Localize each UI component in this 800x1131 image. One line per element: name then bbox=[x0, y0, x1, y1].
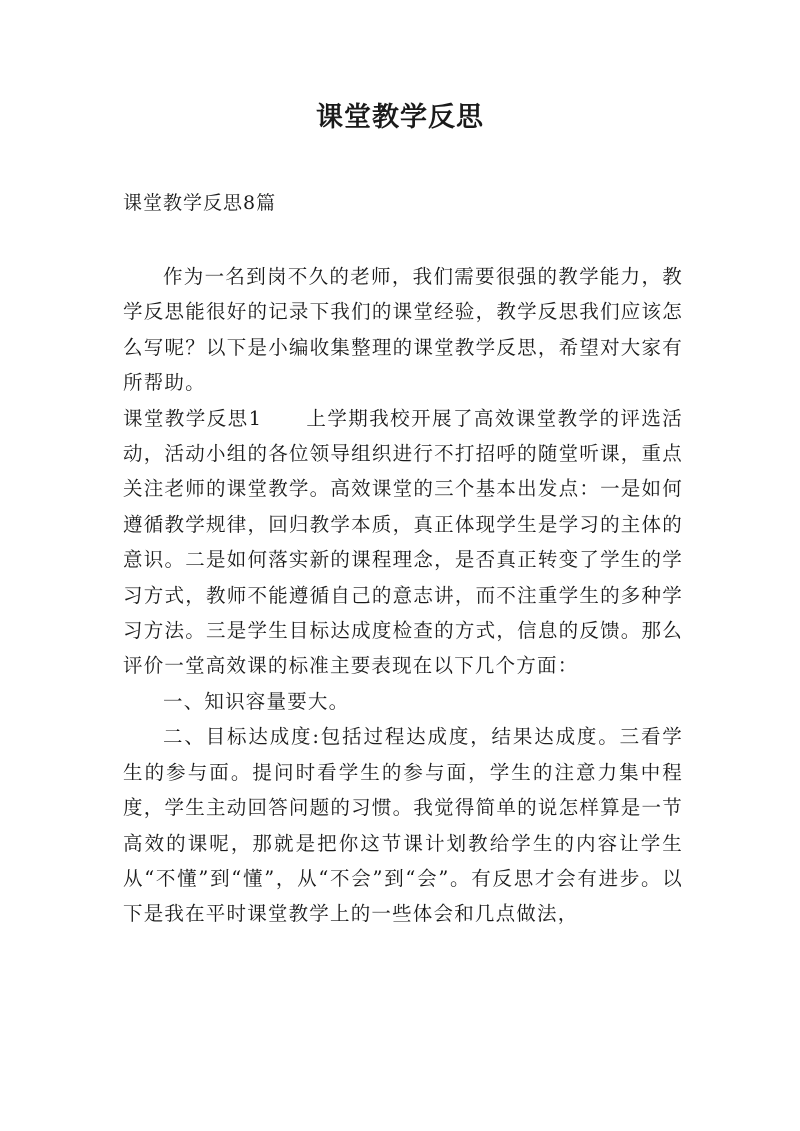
section-1-paragraph bbox=[123, 401, 683, 684]
intro-paragraph: 作为一名到岗不久的老师，我们需要很强的教学能力，教学反思能很好的记录下我们的课堂经验，教学反思我们应该怎么写呢？以下是小编收集整理的课堂教学反思，希望对大家有所帮助。 bbox=[123, 265, 683, 395]
section-1-text: 上学期我校开展了高效课堂教学的评选活动，活动小组的各位领导组织进行不打招呼的随堂听课，重点关注老师的课堂教学。高效课堂的三个基本出发点：一是如何遵循教学规律，回归教学本质，真正体现学生是学习的主体的意识。二是如何落实新的课程理念，是否真正转变了学生的学习方式，教师不能遵循自己的意志讲，而不注重学生的多种学习方法。三是学生目标达成度检查的方式，信息的反馈。那么评价一堂高效课的标准主要表现在以下几个方面： bbox=[123, 406, 683, 678]
document-body bbox=[123, 259, 683, 932]
point-2-paragraph: 二、目标达成度:包括过程达成度，结果达成度。三看学生的参与面。提问时看学生的参与面，学生的注意力集中程度，学生主动回答问题的习惯。我觉得简单的说怎样算是一节高效的课呢，那就是把你这节课计划教给学生的内容让学生从“不懂”到“懂”，从“不会”到“会”。有反思才会有进步。以下是我在平时课堂教学上的一些体会和几点做法， bbox=[123, 725, 683, 926]
section-1-label: 课堂教学反思1 bbox=[123, 406, 263, 430]
document-subtitle: 课堂教学反思8篇 bbox=[123, 192, 277, 214]
point-1-paragraph: 一、知识容量要大。 bbox=[163, 689, 350, 713]
document-title: 课堂教学反思 bbox=[316, 102, 484, 133]
